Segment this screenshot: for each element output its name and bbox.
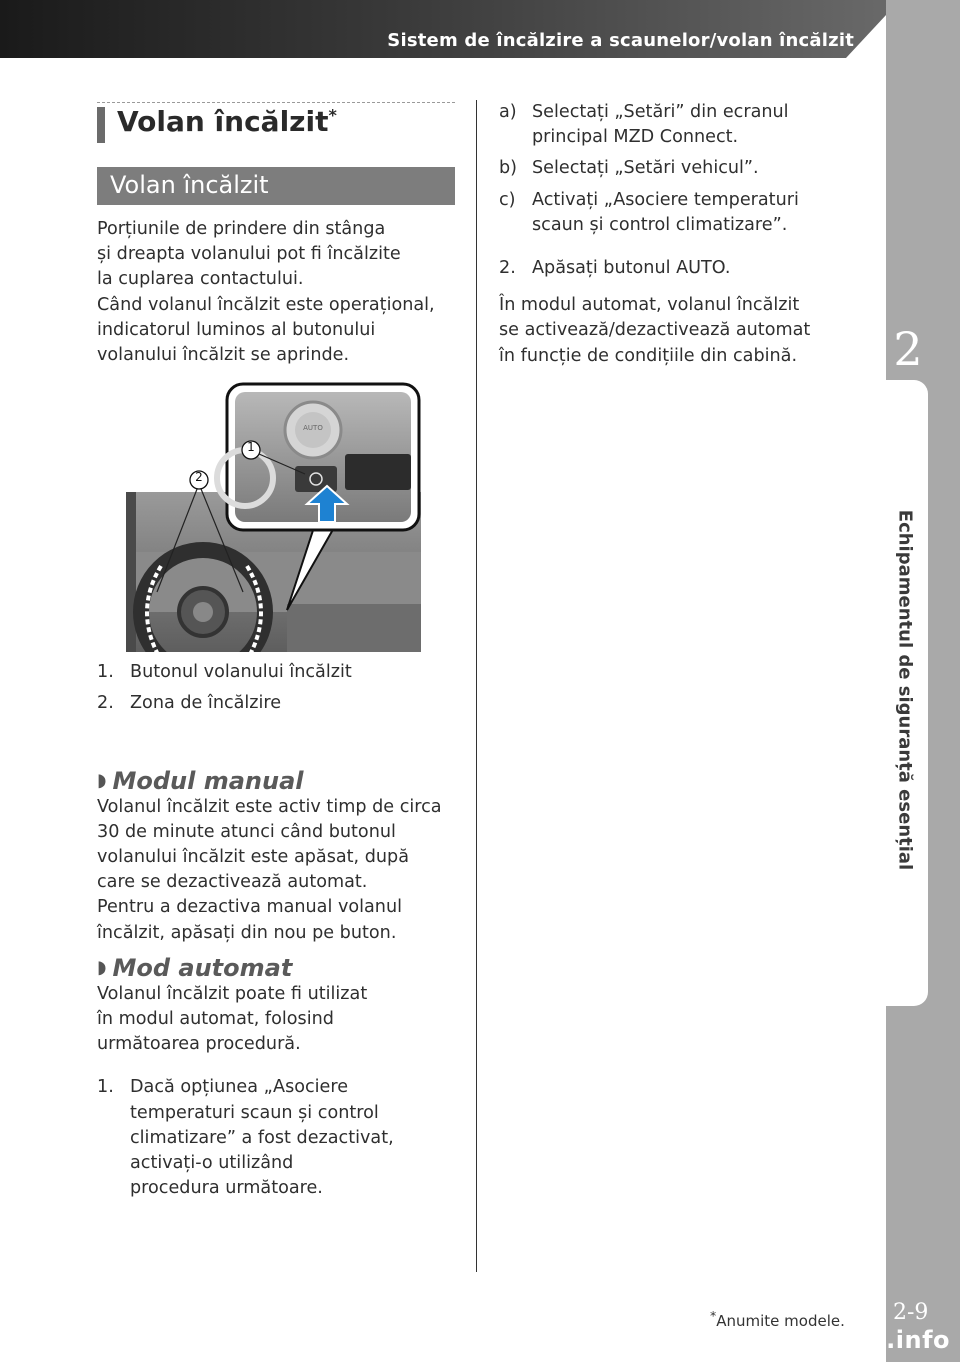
legend-num: 1. xyxy=(97,662,114,683)
manual-line: Pentru a dezactiva manual volanul xyxy=(97,897,402,918)
step-line: Dacă opțiunea „Asociere xyxy=(130,1077,349,1098)
manual-line: volanului încălzit este apăsat, după xyxy=(97,847,409,868)
manual-mode-heading xyxy=(97,767,455,795)
substep-num: c) xyxy=(499,189,516,210)
substep-text xyxy=(532,188,859,238)
manual-line: care se dezactivează automat. xyxy=(97,872,368,893)
subheader: Volan încălzit xyxy=(97,167,455,205)
step-text: Apăsați butonul AUTO. xyxy=(532,258,731,279)
substep-line: principal MZD Connect. xyxy=(532,127,739,148)
chapter-tab-label: Echipamentul de siguranță esențial xyxy=(894,509,916,871)
step-line: activați-o utilizând xyxy=(130,1153,294,1174)
section-marker-icon: ◗ xyxy=(97,957,107,979)
substep-c xyxy=(499,188,859,238)
intro-line: volanului încălzit se aprinde. xyxy=(97,345,350,366)
intro-paragraph xyxy=(97,217,455,368)
substep-line: Selectați „Setări vehicul”. xyxy=(532,158,759,179)
intro-line: Când volanul încălzit este operațional, xyxy=(97,294,435,315)
step-2 xyxy=(499,256,859,281)
note-line: În modul automat, volanul încălzit xyxy=(499,295,800,316)
auto-mode-paragraph xyxy=(97,982,455,1058)
substep-text xyxy=(532,156,859,181)
legend-text: Zona de încălzire xyxy=(130,693,282,714)
note-line: în funcție de condițiile din cabină. xyxy=(499,345,798,366)
legend-num: 2. xyxy=(97,693,114,714)
step-line: procedura următoare. xyxy=(130,1178,323,1199)
figure-illustration xyxy=(97,382,455,652)
section-marker-icon: ◗ xyxy=(97,770,107,792)
substep-a xyxy=(499,100,859,150)
intro-line: Porțiunile de prindere din stânga xyxy=(97,219,386,239)
title-accent-bar xyxy=(97,107,105,143)
section-title-text: Volan încălzit xyxy=(117,105,329,138)
substep-num: a) xyxy=(499,102,517,122)
substep-num: b) xyxy=(499,158,518,179)
legend-item xyxy=(97,691,455,716)
auto-line: următoarea procedură. xyxy=(97,1034,301,1055)
auto-mode-heading-text: Mod automat xyxy=(112,953,293,982)
footnote-text: Anumite modele. xyxy=(716,1312,845,1330)
footnote-mark: * xyxy=(710,1308,717,1323)
manual-mode-heading-text: Modul manual xyxy=(112,766,304,795)
step-1 xyxy=(97,1075,455,1201)
left-column xyxy=(97,100,455,1201)
substep-b xyxy=(499,156,859,181)
auto-mode-heading xyxy=(97,954,455,982)
intro-line: indicatorul luminos al butonului xyxy=(97,319,376,340)
chapter-number: 2 xyxy=(893,322,923,376)
manual-line: 30 de minute atunci când butonul xyxy=(97,821,396,842)
substep-line: Activați „Asociere temperaturi xyxy=(532,189,799,210)
step-num: 1. xyxy=(97,1077,114,1098)
heated-steering-wheel-figure xyxy=(97,382,455,652)
figure-legend xyxy=(97,660,455,716)
note-line: se activează/dezactivează automat xyxy=(499,320,811,341)
title-footnote-mark: * xyxy=(328,105,337,125)
step-num: 2. xyxy=(499,258,516,279)
substep-line: scaun și control climatizare”. xyxy=(532,214,788,235)
section-title xyxy=(117,105,337,138)
section-title-row xyxy=(97,102,455,147)
right-column xyxy=(499,100,859,369)
step-text xyxy=(130,1075,455,1201)
auto-mode-note xyxy=(499,293,859,369)
column-divider xyxy=(476,100,477,1272)
auto-button-label: AUTO xyxy=(303,424,323,433)
header-title: Sistem de încălzire a scaunelor/volan încălzit xyxy=(387,30,854,51)
intro-line: la cuplarea contactului. xyxy=(97,269,304,290)
auto-line: în modul automat, folosind xyxy=(97,1009,334,1030)
step-line: climatizare” a fost dezactivat, xyxy=(130,1127,394,1148)
substep-line: Selectați „Setări” din ecranul xyxy=(532,102,789,122)
page-number: 2-9 xyxy=(893,1300,929,1325)
step-line: temperaturi scaun și control xyxy=(130,1102,379,1123)
substep-text xyxy=(532,100,859,150)
watermark: carmanualsonline.info xyxy=(638,1326,950,1354)
legend-text: Butonul volanului încălzit xyxy=(130,662,352,683)
manual-line: încălzit, apăsați din nou pe buton. xyxy=(97,922,397,943)
callout-2-label: 2 xyxy=(195,470,203,485)
intro-line: și dreapta volanului pot fi încălzite xyxy=(97,244,401,265)
manual-line: Volanul încălzit este activ timp de circa xyxy=(97,796,442,817)
manual-mode-paragraph xyxy=(97,795,455,946)
callout-1-label: 1 xyxy=(247,440,255,455)
legend-item xyxy=(97,660,455,685)
auto-line: Volanul încălzit poate fi utilizat xyxy=(97,983,368,1004)
